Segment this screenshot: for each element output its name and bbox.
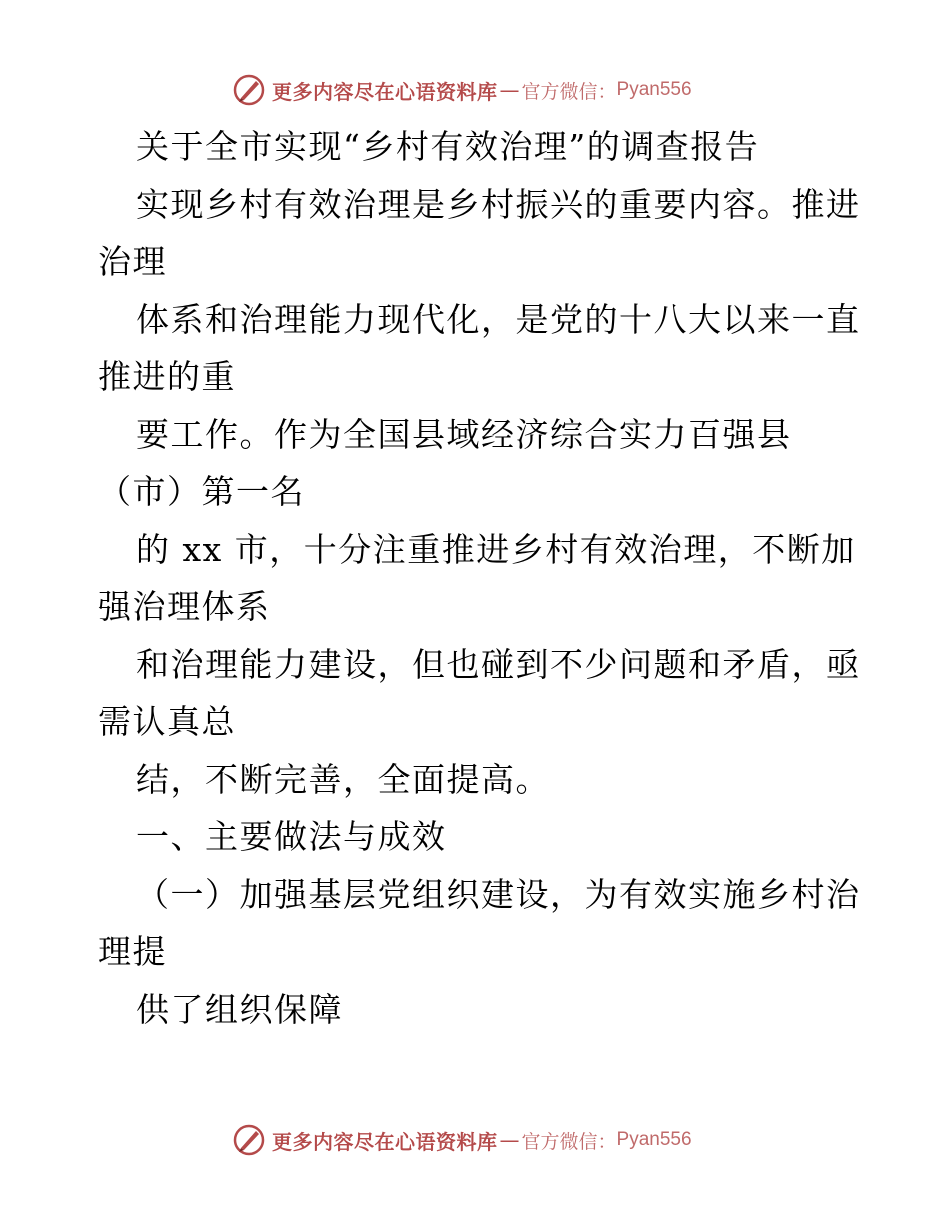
watermark-main-text: 更多内容尽在心语资料库 (272, 1129, 498, 1154)
doc-line: 推进的重 (98, 357, 236, 396)
doc-line: 治理 (98, 242, 167, 281)
doc-line: 需认真总 (98, 702, 236, 741)
doc-line: 和治理能力建设，但也碰到不少问题和矛盾，亟 (136, 644, 861, 684)
doc-line: 实现乡村有效治理是乡村振兴的重要内容。推进 (136, 184, 861, 224)
watermark-dash: — (499, 78, 520, 102)
doc-line: 供了组织保障 (136, 989, 343, 1029)
watermark-dash: — (499, 1128, 520, 1152)
doc-line: 结，不断完善，全面提高。 (136, 759, 550, 799)
subsection-heading: （一）加强基层党组织建设，为有效实施乡村治 (136, 874, 861, 914)
watermark-sub-text: 官方微信： (521, 1130, 617, 1153)
footer-watermark (232, 1122, 692, 1158)
watermark-sub-text: 官方微信： (521, 80, 617, 103)
doc-line: 强治理体系 (98, 587, 271, 626)
doc-line: （市）第一名 (98, 472, 305, 511)
header-watermark (232, 72, 692, 108)
section-heading: 一、主要做法与成效 (136, 817, 447, 856)
pen-logo-icon (232, 1123, 266, 1157)
watermark-wechat-id: Pyan556 (616, 1129, 692, 1150)
doc-line: 的 xx 市，十分注重推进乡村有效治理，不断加 (136, 529, 856, 569)
pen-logo-icon (232, 73, 266, 107)
doc-line: 理提 (98, 932, 167, 971)
watermark-main-text: 更多内容尽在心语资料库 (272, 79, 498, 104)
doc-line: 体系和治理能力现代化，是党的十八大以来一直 (136, 299, 861, 339)
doc-title: 关于全市实现“乡村有效治理”的调查报告 (136, 127, 760, 166)
document-body (98, 118, 861, 1038)
watermark-wechat-id: Pyan556 (616, 79, 692, 100)
doc-line: 要工作。作为全国县域经济综合实力百强县 (136, 414, 792, 454)
